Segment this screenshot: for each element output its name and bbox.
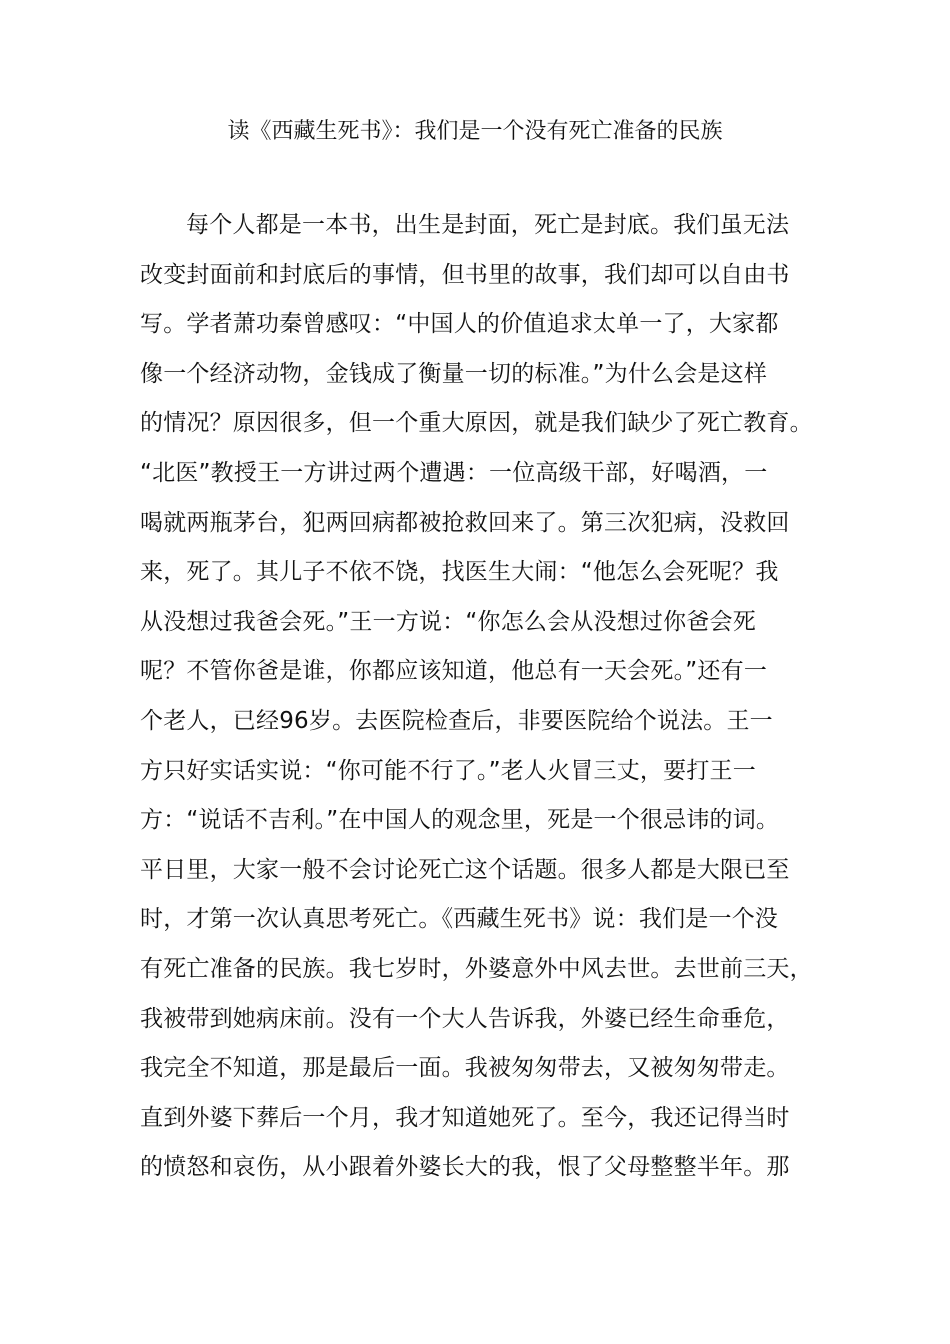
text-line: 方：“说话不吉利。”在中国人的观念里，死是一个很忌讳的词。 — [140, 807, 780, 834]
text-line: 直到外婆下葬后一个月，我才知道她死了。至今，我还记得当时 — [140, 1104, 790, 1131]
text-line: 从没想过我爸会死。”王一方说：“你怎么会从没想过你爸会死 — [140, 608, 756, 635]
text-line: 喝就两瓶茅台，犯两回病都被抢救回来了。第三次犯病，没救回 — [140, 509, 790, 536]
text-line: 方只好实话实说：“你可能不行了。”老人火冒三丈，要打王一 — [140, 757, 756, 784]
text-line: 时，才第一次认真思考死亡。《西藏生死书》说：我们是一个没 — [140, 906, 779, 933]
text-line: 平日里，大家一般不会讨论死亡这个话题。很多人都是大限已至 — [140, 856, 790, 883]
text-line: 来，死了。其儿子不依不饶，找医生大闹：“他怎么会死呢？我 — [140, 559, 779, 586]
text-line: 的愤怒和哀伤，从小跟着外婆长大的我，恨了父母整整半年。那 — [140, 1154, 790, 1181]
body-text — [140, 205, 820, 1197]
text-line: 的情况？原因很多，但一个重大原因，就是我们缺少了死亡教育。 — [140, 410, 813, 437]
document-title: 读《西藏生死书》：我们是一个没有死亡准备的民族 — [227, 119, 723, 144]
text-line: 每个人都是一本书，出生是封面，死亡是封底。我们虽无法 — [186, 212, 790, 238]
text-line: 呢？不管你爸是谁，你都应该知道，他总有一天会死。”还有一 — [140, 658, 768, 685]
text-line: 我被带到她病床前。没有一个大人告诉我，外婆已经生命垂危， — [140, 1005, 790, 1032]
text-line: 有死亡准备的民族。我七岁时，外婆意外中风去世。去世前三天， — [140, 955, 813, 982]
text-line: 个老人，已经96岁。去医院检查后，非要医院给个说法。王一 — [140, 707, 773, 734]
text-line: 像一个经济动物，金钱成了衡量一切的标准。”为什么会是这样 — [140, 360, 768, 387]
text-line: 写。学者萧功秦曾感叹：“中国人的价值追求太单一了，大家都 — [140, 311, 779, 338]
text-line: “北医”教授王一方讲过两个遭遇：一位高级干部，好喝酒，一 — [140, 459, 768, 486]
text-line: 我完全不知道，那是最后一面。我被匆匆带去，又被匆匆带走。 — [140, 1055, 790, 1082]
text-line: 改变封面前和封底后的事情，但书里的故事，我们却可以自由书 — [140, 261, 790, 288]
